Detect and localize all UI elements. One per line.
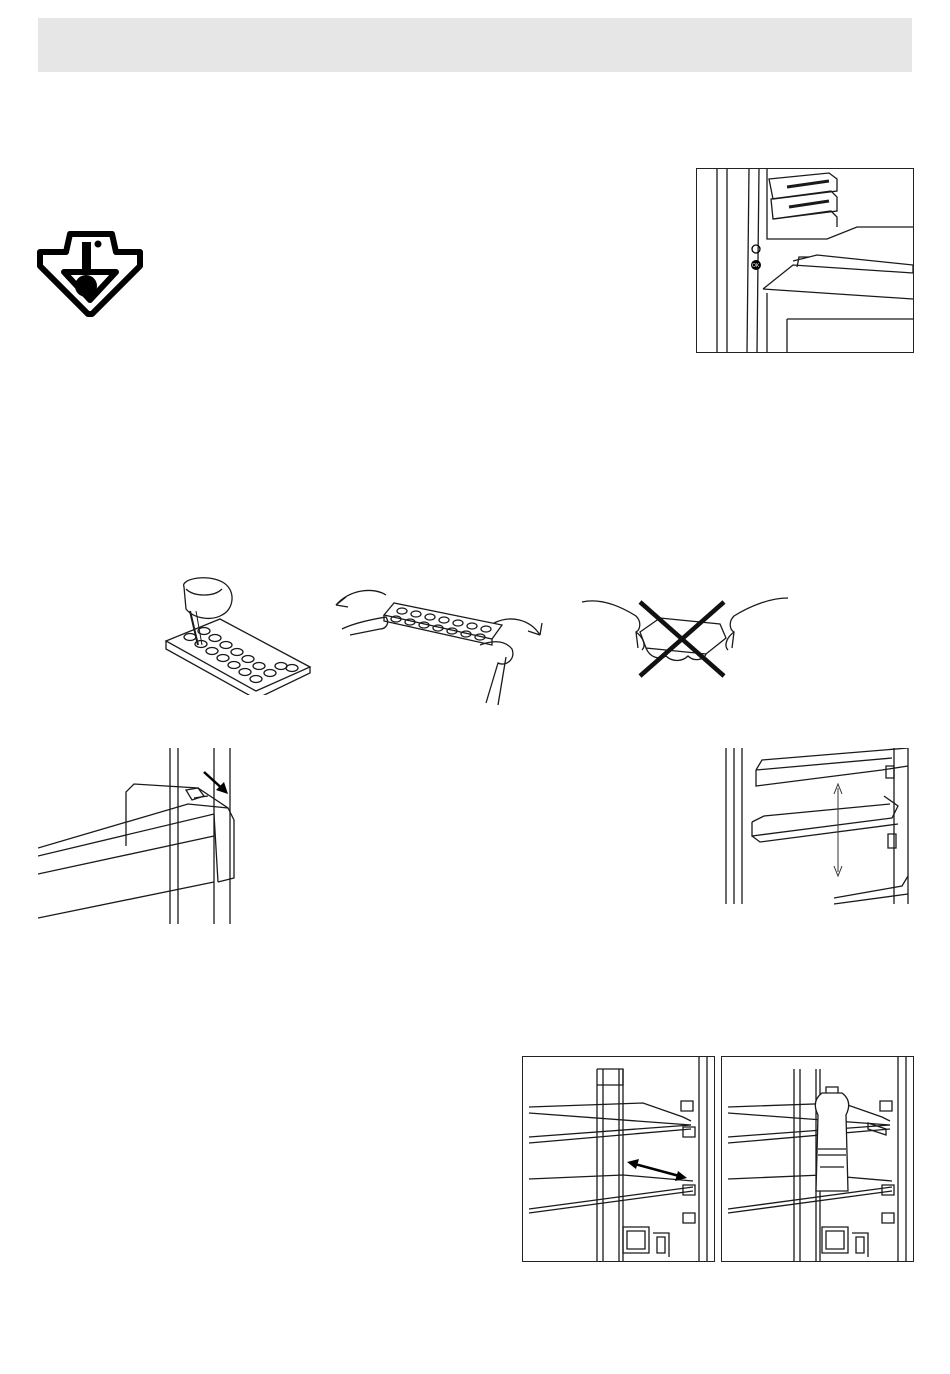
ice-tray-prohibited-illustration bbox=[580, 588, 790, 680]
freezer-warning-icon bbox=[36, 230, 144, 318]
ok-button-label: OK bbox=[752, 263, 760, 269]
glass-shelf-bottle-illustration bbox=[721, 1056, 914, 1262]
ice-tray-twisting-illustration bbox=[330, 583, 550, 708]
header-bar bbox=[38, 18, 912, 72]
glass-shelf-slide-illustration bbox=[522, 1056, 715, 1262]
ice-tray-filling-illustration bbox=[160, 575, 320, 695]
door-shelf-removal-illustration bbox=[38, 748, 238, 924]
fridge-control-panel-illustration bbox=[696, 168, 914, 353]
door-shelf-adjust-illustration bbox=[722, 748, 914, 908]
